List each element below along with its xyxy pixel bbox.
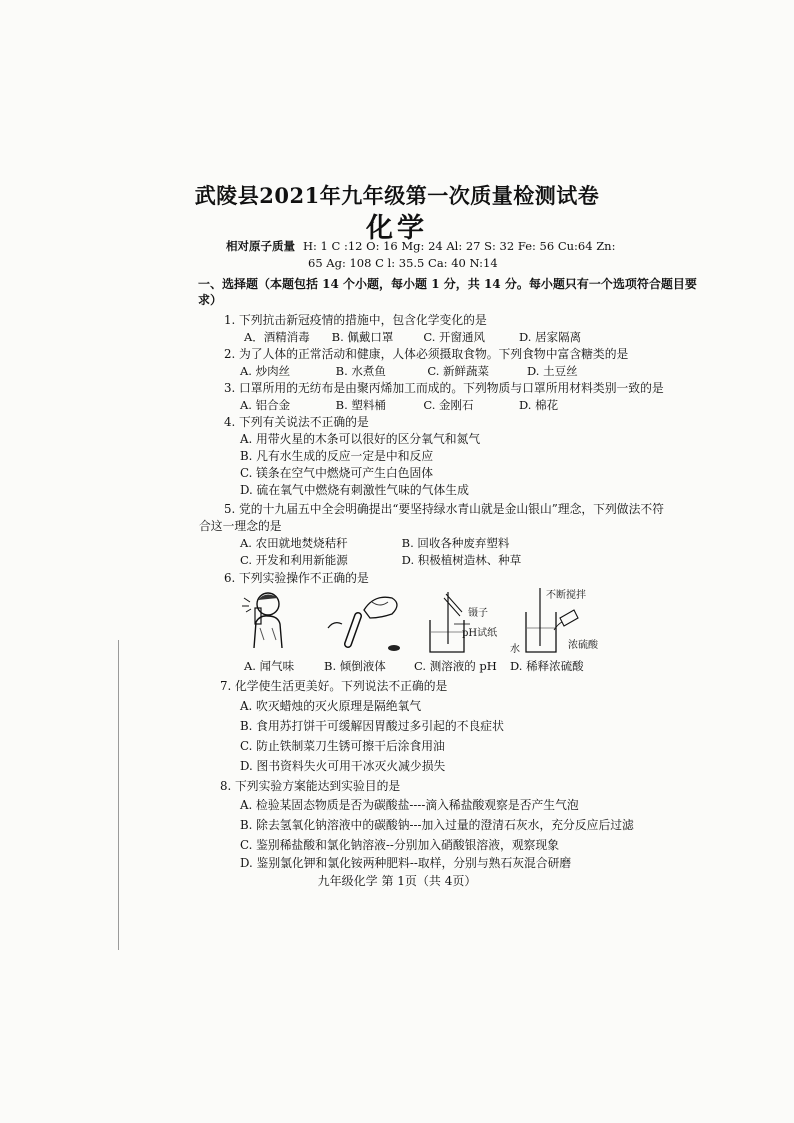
q1-option-c: C. 开窗通风 — [423, 330, 486, 344]
section-heading: 一、选择题（本题包括 14 个小题，每小题 1 分，共 14 分。每小题只有一个选项符合题目要求） — [198, 277, 697, 307]
q6-option-b: B. 倾倒液体 — [324, 659, 386, 673]
label-water: 水 — [510, 644, 520, 655]
q2-option-a: A. 炒肉丝 — [240, 364, 291, 378]
q8-option-a: A. 检验某固态物质是否为碳酸盐----滴入稀盐酸观察是否产生气泡 — [240, 798, 579, 812]
q5-option-c: C. 开发和利用新能源 — [240, 553, 348, 567]
atomic-masses-line1: H: 1 C :12 O: 16 Mg: 24 Al: 27 S: 32 Fe: 56 Cu:64 Zn: — [303, 239, 616, 253]
question-1-stem: 1. 下列抗击新冠疫情的措施中，包含化学变化的是 — [224, 313, 487, 327]
q6-option-d: D. 稀释浓硫酸 — [510, 659, 584, 673]
question-3-options — [240, 397, 558, 414]
question-3-stem: 3. 口罩所用的无纺布是由聚丙烯加工而成的。下列物质与口罩所用材料类别一致的是 — [224, 381, 664, 395]
figure-smell-gas — [238, 588, 288, 654]
q2-option-c: C. 新鲜蔬菜 — [427, 364, 490, 378]
q4-option-b: B. 凡有水生成的反应一定是中和反应 — [240, 449, 434, 463]
q7-option-d: D. 图书资料失火可用干冰灭火减少损失 — [240, 759, 446, 773]
question-5-options-2 — [240, 552, 521, 569]
q3-option-d: D. 棉花 — [518, 398, 559, 412]
question-5-options-1 — [240, 535, 509, 552]
question-5-stem-cont: 合这一理念的是 — [199, 519, 282, 533]
atomic-masses-label: 相对原子质量 — [226, 239, 295, 253]
q5-option-d: D. 积极植树造林、种草 — [401, 553, 522, 567]
label-stir: 不断搅拌 — [546, 590, 586, 601]
label-ph-paper: pH试纸 — [462, 628, 498, 639]
q1-option-d: D. 居家隔离 — [518, 330, 582, 344]
q7-option-b: B. 食用苏打饼干可缓解因胃酸过多引起的不良症状 — [240, 719, 504, 733]
scan-edge-line — [118, 640, 119, 950]
atomic-masses-line2: 65 Ag: 108 C l: 35.5 Ca: 40 N:14 — [308, 256, 498, 270]
q3-option-c: C. 金刚石 — [423, 398, 474, 412]
label-acid: 浓硫酸 — [568, 640, 598, 651]
q1-option-a: A．酒精消毒 — [244, 330, 310, 344]
q5-option-b: B. 回收各种废弃塑料 — [401, 536, 510, 550]
question-2-stem: 2. 为了人体的正常活动和健康，人体必须摄取食物。下列食物中富含糖类的是 — [224, 347, 629, 361]
exam-title: 武陵县2021年九年级第一次质量检测试卷 — [194, 183, 600, 208]
figure-ph-test — [426, 588, 490, 656]
q4-option-c: C. 镁条在空气中燃烧可产生白色固体 — [240, 466, 434, 480]
q7-option-c: C. 防止铁制菜刀生锈可擦干后涂食用油 — [240, 739, 445, 753]
q5-option-a: A. 农田就地焚烧秸秆 — [240, 536, 348, 550]
q8-option-b: B. 除去氢氧化钠溶液中的碳酸钠---加入过量的澄清石灰水，充分反应后过滤 — [240, 818, 634, 832]
q3-option-b: B. 塑料桶 — [335, 398, 386, 412]
question-2-options — [240, 363, 578, 380]
q8-option-c: C. 鉴别稀盐酸和氯化钠溶液--分别加入硝酸银溶液，观察现象 — [240, 838, 560, 852]
q4-option-d: D. 硫在氧气中燃烧有刺激性气味的气体生成 — [240, 483, 469, 497]
exam-subject: 化学 — [366, 213, 428, 244]
label-tweezers: 镊子 — [468, 608, 488, 619]
q8-option-d: D. 鉴别氯化钾和氯化铵两种肥料--取样，分别与熟石灰混合研磨 — [240, 856, 572, 870]
question-5-stem: 5. 党的十九届五中全会明确提出“要坚持绿水青山就是金山银山”理念，下列做法不符 — [224, 502, 664, 516]
q2-option-d: D. 土豆丝 — [526, 364, 578, 378]
q6-option-c: C. 测溶液的 pH — [414, 659, 497, 673]
q1-option-b: B. 佩戴口罩 — [331, 330, 394, 344]
q3-option-a: A. 铝合金 — [240, 398, 291, 412]
figure-pour-liquid — [322, 588, 406, 654]
q7-option-a: A. 吹灭蜡烛的灭火原理是隔绝氧气 — [240, 699, 422, 713]
q2-option-b: B. 水煮鱼 — [335, 364, 386, 378]
q4-option-a: A. 用带火星的木条可以很好的区分氧气和氮气 — [240, 432, 481, 446]
question-4-stem: 4. 下列有关说法不正确的是 — [224, 415, 369, 429]
page-footer: 九年级化学 第 1页（共 4页） — [317, 874, 477, 888]
question-6-stem: 6. 下列实验操作不正确的是 — [224, 571, 369, 585]
atomic-masses — [226, 238, 686, 272]
question-8-stem: 8. 下列实验方案能达到实验目的是 — [220, 779, 401, 793]
q6-option-a: A. 闻气味 — [244, 659, 295, 673]
question-1-options — [244, 329, 581, 346]
question-7-stem: 7. 化学使生活更美好。下列说法不正确的是 — [220, 679, 448, 693]
